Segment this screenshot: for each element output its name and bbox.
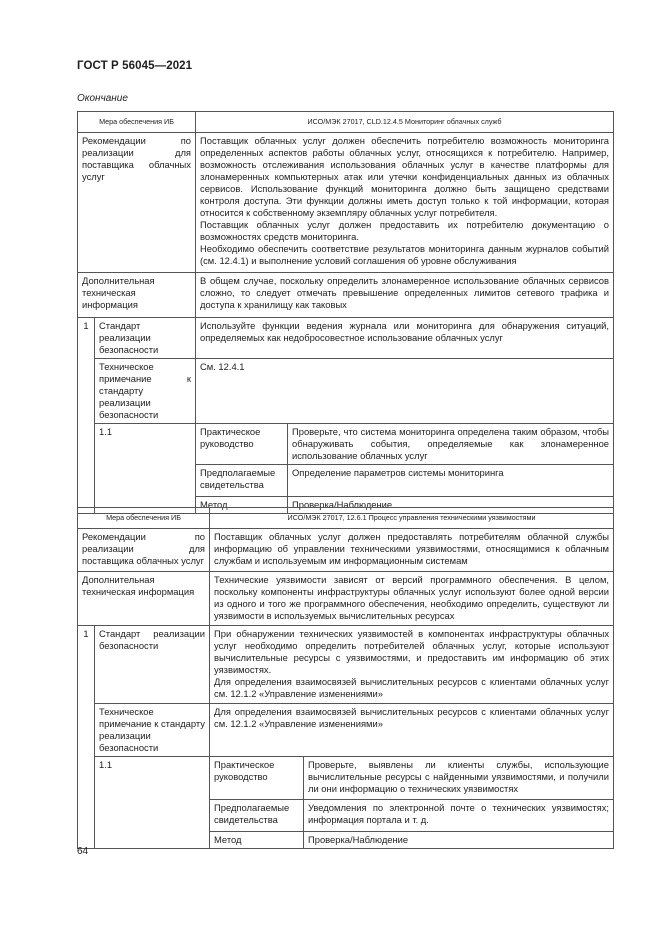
tech-note-label: Техническое примечание к стандарту реализации безопасности [95,359,196,424]
guidance-text: Проверьте, что система мониторинга определена таким образом, чтобы обнаруживать события, определяемые как злонамеренное использование облачных услуг [288,424,614,465]
item-number: 1 [78,318,95,514]
recommendation-paragraph: Поставщик облачных услуг должен предоставить их потребителю документацию о возможностях средств мониторинга. [200,219,609,242]
method-label: Метод [210,832,304,849]
tech-note-text: Для определения взаимосвязей вычислительных ресурсов с клиентами облачных услуг см. 12.1.2 «Управление изменениями» [210,704,614,757]
method-text: Проверка/Наблюдение [304,832,614,849]
guidance-label: Практическое руководство [210,757,304,800]
measure-value: ИСО/МЭК 27017, CLD.12.4.5 Мониторинг облачных служб [196,112,614,133]
recommendation-paragraph: Необходимо обеспечить соответствие результатов мониторинга данным журналов событий (см. 12.4.1) и выполнение условий соглашения об уровне обслуживания [200,243,609,266]
evidence-text: Уведомления по электронной почте о технических уязвимостях; информация портала и т. д. [304,800,614,832]
sub-item-number: 1.1 [95,424,196,514]
guidance-label: Практическое руководство [196,424,288,465]
evidence-label: Предполагаемые свидетельства [210,800,304,832]
recommendation-label: Рекомендации по реализации для поставщика облачных услуг [78,133,196,273]
measure-label: Мера обеспечения ИБ [78,112,196,133]
guidance-text: Проверьте, выявлены ли клиенты службы, использующие вычислительные ресурсы с найденными уязвимостями, и получили ли они информацию о технических уязвимостях [304,757,614,800]
security-measure-table-2 [77,507,614,849]
standard-paragraph: Для определения взаимосвязей вычислительных ресурсов с клиентами облачных услуг см. 12.1.2 «Управление изменениями» [214,676,610,699]
item-number: 1 [78,626,95,849]
recommendation-text: Поставщик облачных услуг должен предоставлять потребителям облачной службы информацию об управлении техническими уязвимостями, относящимися к облачным службам и используемым им информационным системам [210,529,614,572]
tech-note-label: Техническое примечание к стандарту реализации безопасности [95,704,210,757]
measure-value: ИСО/МЭК 27017, 12.6.1 Процесс управления техническими уязвимостями [210,508,614,529]
tech-note-text: См. 12.4.1 [196,359,614,424]
security-measure-table-1 [77,111,614,514]
standard-text [210,626,614,704]
recommendation-label: Рекомендации по реализации для поставщика облачных услуг [78,529,210,572]
additional-info-text: Технические уязвимости зависят от версий программного обеспечения. В целом, поскольку компоненты инфраструктуры облачных услуг используют более одной версии из одного и того же программного обеспечения, необходимо определить, существуют ли уязвимости в используемых вычислительных ресурсах [210,572,614,626]
page-number: 64 [77,846,89,857]
recommendation-text [196,133,614,273]
sub-item-number: 1.1 [95,757,210,849]
recommendation-paragraph: Поставщик облачных услуг должен обеспечить потребителю возможность мониторинга определенных аспектов работы облачных услуг, относящихся к потребителю. Например, возможность отслеживания использования облачных услуг в качестве платформы для злонамеренных компьютерных атак или утечки конфиденциальных данных из облачных сервисов. Использование функций мониторинга должно быть защищено средствами контроля доступа. Эти функции должны иметь доступ только к той информации, которая относится к собственному экземпляру облачных услуг потребителя. [200,135,609,218]
measure-label: Мера обеспечения ИБ [78,508,210,529]
continuation-label: Окончание [77,93,128,104]
document-header: ГОСТ Р 56045—2021 [77,60,193,72]
additional-info-label: Дополнительная техническая информация [78,273,196,318]
standard-paragraph: При обнаружении технических уязвимостей в компонентах инфраструктуры облачных услуг необходимо определить потребителей облачных услуг, которые используют вычислительные ресурсы с уязвимостями, и предоставить им информацию об этих уязвимостях. [214,628,610,675]
additional-info-label: Дополнительная техническая информация [78,572,210,626]
evidence-text: Определение параметров системы мониторинга [288,465,614,497]
additional-info-text: В общем случае, поскольку определить злонамеренное использование облачных сервисов сложно, то следует отмечать превышение определенных лимитов сетевого трафика и доступа к хранилищу как таковых [196,273,614,318]
standard-label: Стандарт реализации безопасности [95,626,210,704]
standard-label: Стандарт реализации безопасности [95,318,196,359]
method-label: Метод [196,497,288,514]
method-text: Проверка/Наблюдение [288,497,614,514]
evidence-label: Предполагаемые свидетельства [196,465,288,497]
standard-text: Используйте функции ведения журнала или мониторинга для обнаружения ситуаций, определяемых как недобросовестное использование облачных услуг [196,318,614,359]
